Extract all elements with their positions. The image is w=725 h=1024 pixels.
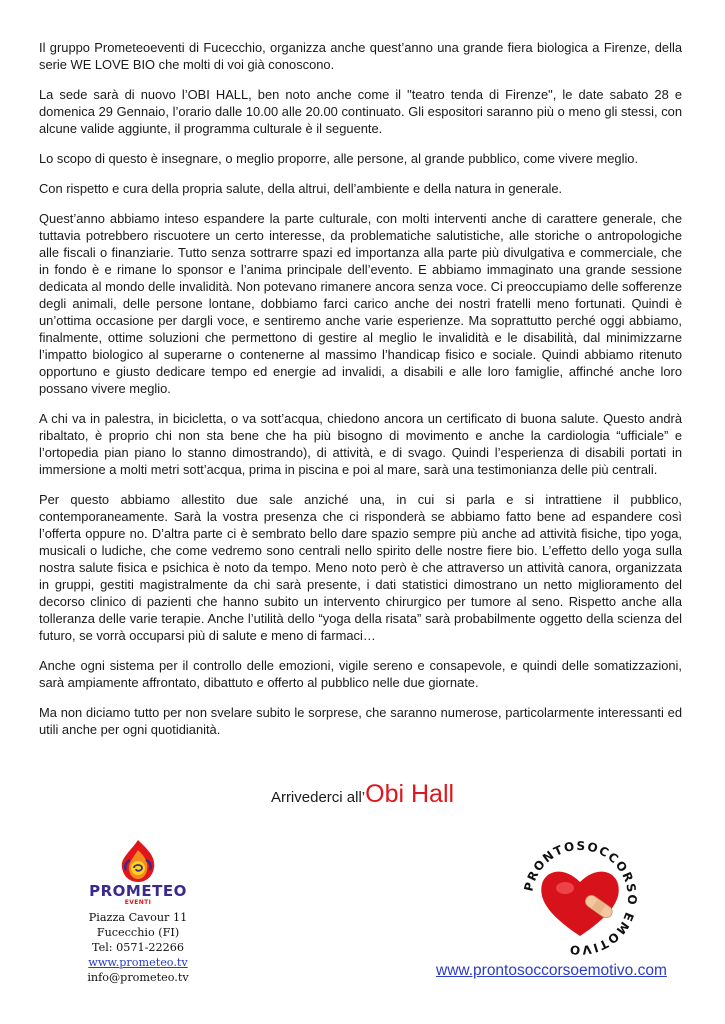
paragraph-respect: Con rispetto e cura della propria salute, della altrui, dell’ambiente e della natura in generale. bbox=[39, 181, 563, 196]
pronto-soccorso-emblem bbox=[520, 838, 640, 958]
paragraph-rooms: Per questo abbiamo allestito due sale anziché una, in cui si parla e si intrattiene il pubblico, contemporaneamente. Sarà la vostra presenza che ci risponderà se abbiamo fatto bene ad espandere così l’offerta oppure no. D’altra parte ci è sembrato bello dare spazio sempre più anche ad attività fisiche, tipo yoga, musicali o ludiche, che come vedremo sono centrali nello spirito delle nostre fiere bio. L’effetto dello yoga sulla nostra salute fisica e psichica è noto da tempo. Meno noto però è che attraverso un attività canora, organizzata in gruppi, gestiti magistralmente da chi sarà presente, i dati statistici dimostrano un netto miglioramento del decorso clinico di pazienti che hanno subito un intervento chirurgico per tumore al seno. Rispetto anche alla tolleranza delle varie terapie. Anche l’utilità dello “yoga della risata” sarà probabilmente oggetto della scienza del futuro, se vorrà occuparsi più di salute e meno di farmaci… bbox=[39, 492, 682, 643]
address-line-1: Piazza Cavour 11 bbox=[88, 911, 188, 924]
paragraph-surprises: Ma non diciamo tutto per non svelare subito le sorprese, che saranno numerose, particolarmente interessanti ed utili anche per ogni quotidianità. bbox=[39, 705, 682, 737]
paragraph-emotions: Anche ogni sistema per il controllo delle emozioni, vigile sereno e consapevole, e quindi delle somatizzazioni, sarà ampiamente affrontato, dibattuto e offerto al pubblico nelle due giornate. bbox=[39, 658, 682, 690]
prometeo-logo-block bbox=[82, 838, 194, 985]
closing-line bbox=[0, 780, 725, 809]
arc-text: PRONTOSOCCORSO EMOTIVO bbox=[521, 838, 640, 958]
pronto-website-link[interactable]: www.prontosoccorsoemotivo.com bbox=[436, 962, 667, 979]
prometeo-subbrand: EVENTI bbox=[124, 899, 152, 906]
prometeo-website-link[interactable]: www.prometeo.tv bbox=[88, 956, 188, 969]
paragraph-venue: La sede sarà di nuovo l’OBI HALL, ben noto anche come il "teatro tenda di Firenze", le date sabato 28 e domenica 29 Gennaio, l’orario dalle 10.00 alle 20.00 continuato. Gli espositori saranno più o meno gli stessi, con alcune valide aggiunte, il programma culturale è il seguente. bbox=[39, 87, 682, 136]
address-line-2: Fucecchio (FI) bbox=[96, 926, 180, 939]
prometeo-contacts bbox=[82, 910, 194, 985]
heart-icon bbox=[541, 872, 618, 936]
pronto-soccorso-logo bbox=[520, 838, 640, 958]
paragraph-purpose: Lo scopo di questo è insegnare, o meglio proporre, alle persone, al grande pubblico, come vivere meglio. bbox=[39, 151, 639, 166]
closing-venue: Obi Hall bbox=[365, 780, 455, 808]
letter-body bbox=[39, 39, 682, 751]
flame-icon bbox=[116, 838, 160, 884]
paragraph-intro: Il gruppo Prometeoeventi di Fucecchio, organizza anche quest’anno una grande fiera biologica a Firenze, della serie WE LOVE BIO che molti di voi già conoscono. bbox=[39, 40, 682, 72]
phone-number: Tel: 0571-22266 bbox=[92, 941, 184, 954]
paragraph-culture: Quest’anno abbiamo inteso espandere la parte culturale, con molti interventi anche di carattere generale, che tuttavia potrebbero riscuotere un certo interesse, da problematiche salutistiche, alle storiche o antropologiche alle fiscali o finanziarie. Tutto senza sottrarre spazi ed importanza alla parte più divulgativa e commerciale, che in fondo è e rimane lo sponsor e l’anima principale dell’evento. E abbiamo immaginato una grande sessione dedicata al mondo delle invalidità. Non potevano rimanere ancora senza voce. Ci preoccupiamo delle sofferenze degli animali, delle persone lontane, dobbiamo farci carico anche dei nostri fratelli meno fortunati. Quindi è un’ottima occasione per dargli voce, e sentiremo anche varie esperienze. Ma soprattutto perché oggi abbiamo, finalmente, ottime soluzioni che permettono di gestire al meglio le invalidità e le disabilità, dal minimizzarne l’impatto biologico al superarne o contenerne al massimo l’handicap fisico e sociale. Quindi abbiamo ritenuto opportuno e giusto dedicare tempo ed energie ad invalidi, a disabili e alle loro famiglie, affinché anche loro possano vivere meglio. bbox=[39, 211, 682, 396]
closing-lead: Arrivederci all’ bbox=[270, 789, 366, 806]
prometeo-brand: PROMETEO bbox=[89, 882, 187, 900]
prometeo-email: info@prometeo.tv bbox=[87, 971, 189, 984]
paragraph-gym: A chi va in palestra, in bicicletta, o va sott’acqua, chiedono ancora un certificato di buona salute. Questo andrà ribaltato, è proprio chi non sta bene che ha più bisogno di movimento e anche la cardiologia “ufficiale” e l’ortopedia pian piano lo stanno dimostrando), di attività, e di svago. Quindi l’esperienza di disabili portati in immersione a molti metri sott’acqua, prima in piscina e poi al mare, sarà una testimonianza delle più centrali. bbox=[39, 411, 682, 477]
